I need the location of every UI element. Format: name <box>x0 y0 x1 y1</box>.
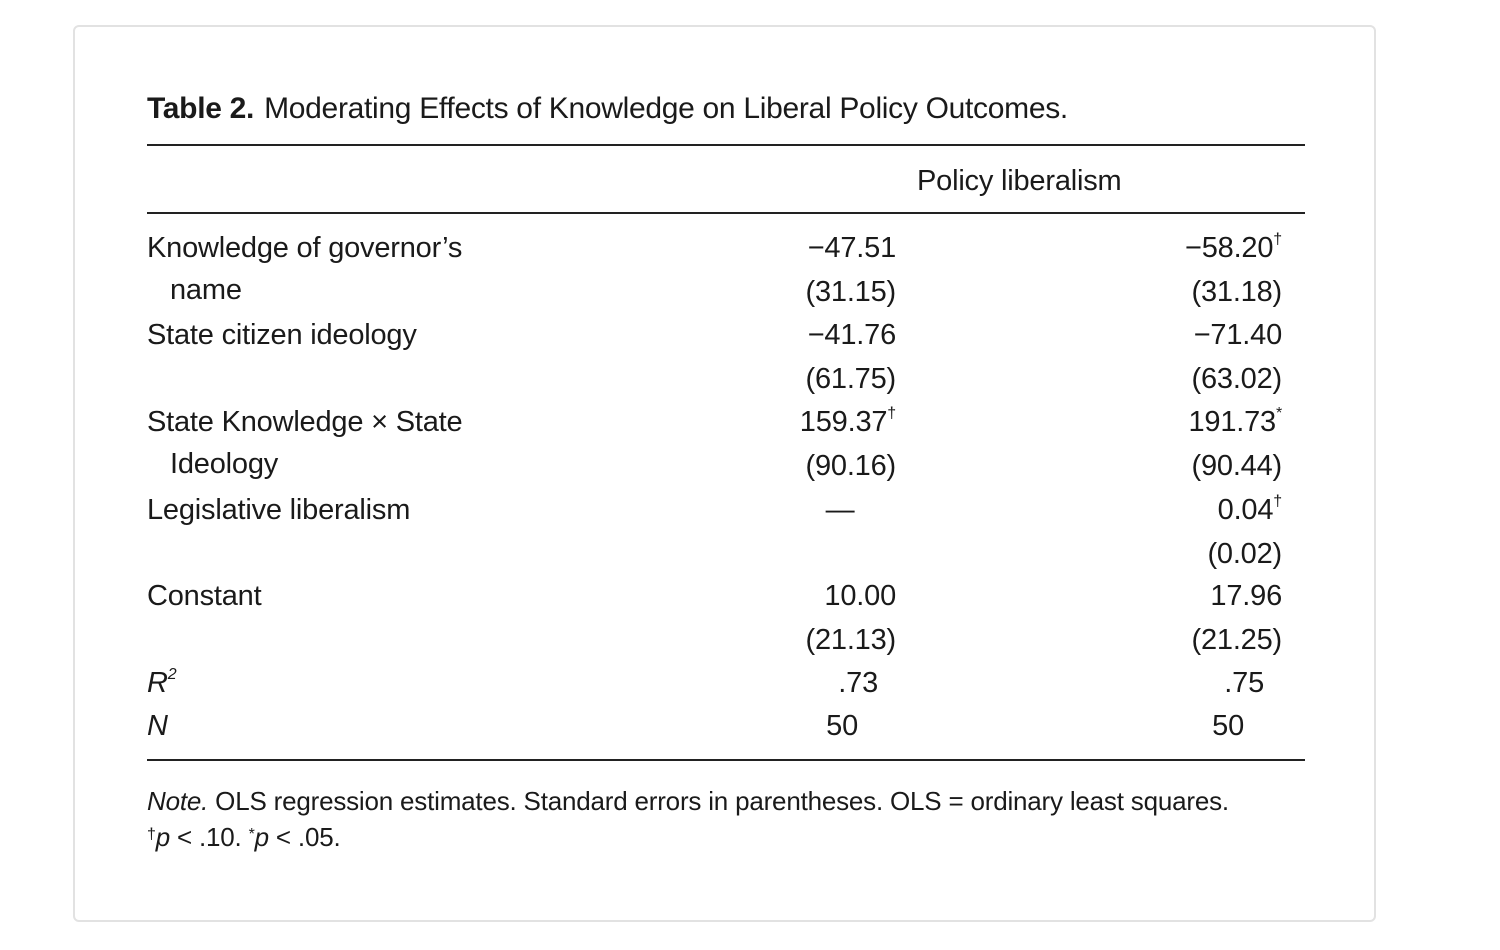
row-label-ideology: State citizen ideology <box>147 319 417 351</box>
cell-interaction-m1: 159.37† <box>799 405 896 438</box>
cell-constant-m1: 10.00 <box>824 580 896 612</box>
cell-n-m2: 50 <box>1212 710 1244 742</box>
cell-interaction-m2: 191.73* <box>1188 405 1282 438</box>
row-label-legislative: Legislative liberalism <box>147 494 411 526</box>
table-title <box>147 92 1068 126</box>
row-label-knowledge-cont: name <box>170 274 242 306</box>
note-dagger: † <box>147 826 156 843</box>
cell-knowledge-m1-se: (31.15) <box>805 276 896 308</box>
cell-interaction-m2-se: (90.44) <box>1191 450 1282 482</box>
cell-r2-m1: .73 <box>838 667 878 699</box>
header-rule <box>147 212 1305 214</box>
table-caption: Moderating Effects of Knowledge on Liberal Policy Outcomes. <box>264 92 1068 125</box>
cell-legislative-m2-se: (0.02) <box>1207 538 1282 570</box>
cell-r2-m2: .75 <box>1224 667 1264 699</box>
cell-legislative-m2: 0.04† <box>1217 493 1282 526</box>
cell-knowledge-m2-se: (31.18) <box>1191 276 1282 308</box>
row-label-r2: $R^2$ <box>147 666 177 699</box>
table-note: Note. OLS regression estimates. Standard errors in parentheses. OLS = ordinary least squares. †p < .10. *p < .05. <box>147 786 1229 852</box>
cell-ideology-m2-se: (63.02) <box>1191 363 1282 395</box>
cell-constant-m1-se: (21.13) <box>805 624 896 656</box>
table-label: Table 2. <box>147 92 255 125</box>
row-label-knowledge: Knowledge of governor’s <box>147 232 463 264</box>
cell-interaction-m1-se: (90.16) <box>805 450 896 482</box>
cell-ideology-m1-se: (61.75) <box>805 363 896 395</box>
note-star: * <box>248 826 255 843</box>
row-label-n: N <box>147 710 168 742</box>
cell-ideology-m2: −71.40 <box>1193 319 1282 351</box>
cell-knowledge-m2: −58.20† <box>1184 231 1282 264</box>
column-header-label: Policy liberalism <box>917 165 1122 197</box>
row-label-interaction-cont: Ideology <box>170 448 279 480</box>
cell-knowledge-m1: −47.51 <box>807 232 896 264</box>
note-text: OLS regression estimates. Standard errors in parentheses. OLS = ordinary least squares. <box>208 786 1229 816</box>
note-lead: Note. <box>147 786 209 816</box>
row-label-interaction: State Knowledge × State <box>147 406 463 438</box>
cell-legislative-m1: — <box>825 494 855 526</box>
cell-ideology-m1: −41.76 <box>807 319 896 351</box>
cell-constant-m2: 17.96 <box>1210 580 1282 612</box>
cell-n-m1: 50 <box>826 710 858 742</box>
row-label-constant: Constant <box>147 580 262 612</box>
top-rule <box>147 144 1305 146</box>
bottom-rule <box>147 759 1305 761</box>
cell-constant-m2-se: (21.25) <box>1191 624 1282 656</box>
